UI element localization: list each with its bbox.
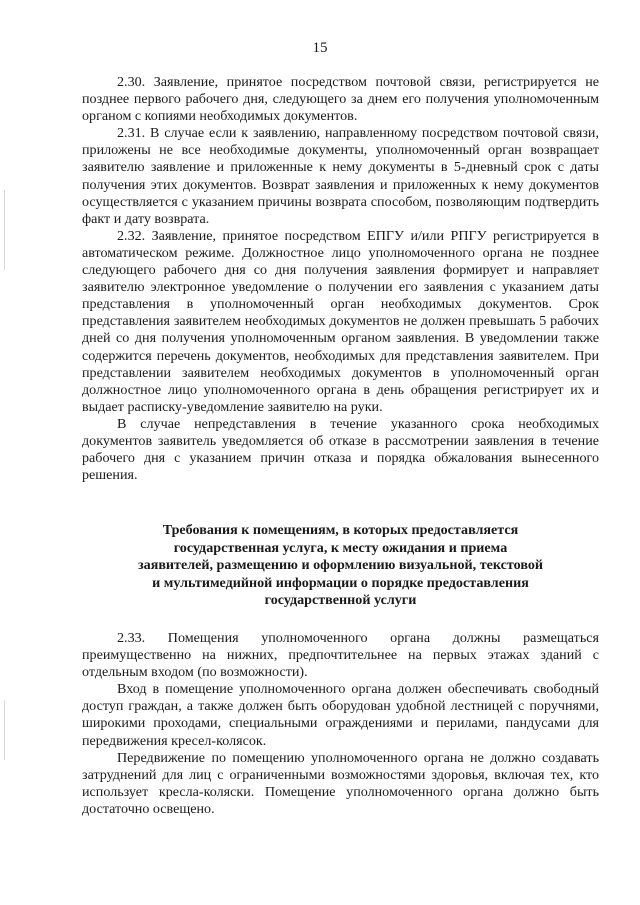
paragraph-2-30: 2.30. Заявление, принятое посредством почтовой связи, регистрируется не позднее первого рабочего дня, следующего за днем его получения уполномоченным органом с копиями необходимых документов. (82, 74, 599, 125)
paragraph-2-33: 2.33. Помещения уполномоченного органа должны размещаться преимущественно на нижних, предпочтительнее на первых этажах зданий с отдельным входом (по возможности). (82, 630, 599, 681)
paragraph-non-submission: В случае непредставления в течение указанного срока необходимых документов заявитель уведомляется об отказе в рассмотрении заявления в течение рабочего дня с указанием причин отказа и порядка обжалования вынесенного решения. (82, 415, 599, 484)
heading-line: государственная услуга, к месту ожидания и приема (173, 539, 508, 556)
paragraph-movement: Передвижение по помещению уполномоченного органа не должно создавать затруднений для лиц с ограниченными возможностями здоровья, включая тех, кто использует кресла-коляски. Помещение уполномоченного органа должно быть достаточно освещено. (82, 749, 599, 817)
section-heading (82, 522, 599, 610)
body-text-bottom (82, 630, 599, 818)
heading-line: государственной услуги (264, 592, 417, 608)
paragraph-2-32: 2.32. Заявление, принятое посредством ЕПГУ и/или РПГУ регистрируется в автоматическом режиме. Должностное лицо уполномоченного органа не позднее следующего рабочего дня со дня получения заявления формирует и направляет заявителю электронное уведомление о получении его заявления с указанием даты представления в уполномоченный орган необходимых документов. Срок представления заявителем необходимых документов не должен превышать 5 рабочих дней со дня получения уполномоченным органом заявления. В уведомлении также содержится перечень документов, необходимых для представления заявителем. При представлении заявителем необходимых документов в уполномоченный орган должностное лицо уполномоченного органа в день обращения регистрирует их и выдает расписку-уведомление заявителю на руки. (82, 227, 599, 415)
scan-margin-mark (4, 190, 5, 270)
body-text-top (82, 74, 599, 484)
heading-line: Требования к помещениям, в которых предоставляется (162, 522, 519, 538)
paragraph-entrance: Вход в помещение уполномоченного органа должен обеспечивать свободный доступ граждан, а также должен быть оборудован удобной лестницей с поручнями, широкими проходами, специальными ограждениями и перилами, пандусами для передвижения кресел-колясок. (82, 681, 599, 749)
page-number: 15 (312, 40, 328, 56)
paragraph-2-31: 2.31. В случае если к заявлению, направленному посредством почтовой связи, приложены не все необходимые документы, уполномоченный орган возвращает заявителю заявление и приложенные к нему документы в 5-дневный срок с даты получения этих документов. Возврат заявления и приложенных к нему документов осуществляется с указанием причины возврата способом, позволяющим подтвердить факт и дату возврата. (82, 125, 599, 227)
scan-margin-mark (4, 700, 5, 760)
heading-line: и мультимедийной информации о порядке предоставления (152, 574, 529, 591)
heading-line: заявителей, размещению и оформлению визуальной, текстовой (137, 557, 544, 573)
